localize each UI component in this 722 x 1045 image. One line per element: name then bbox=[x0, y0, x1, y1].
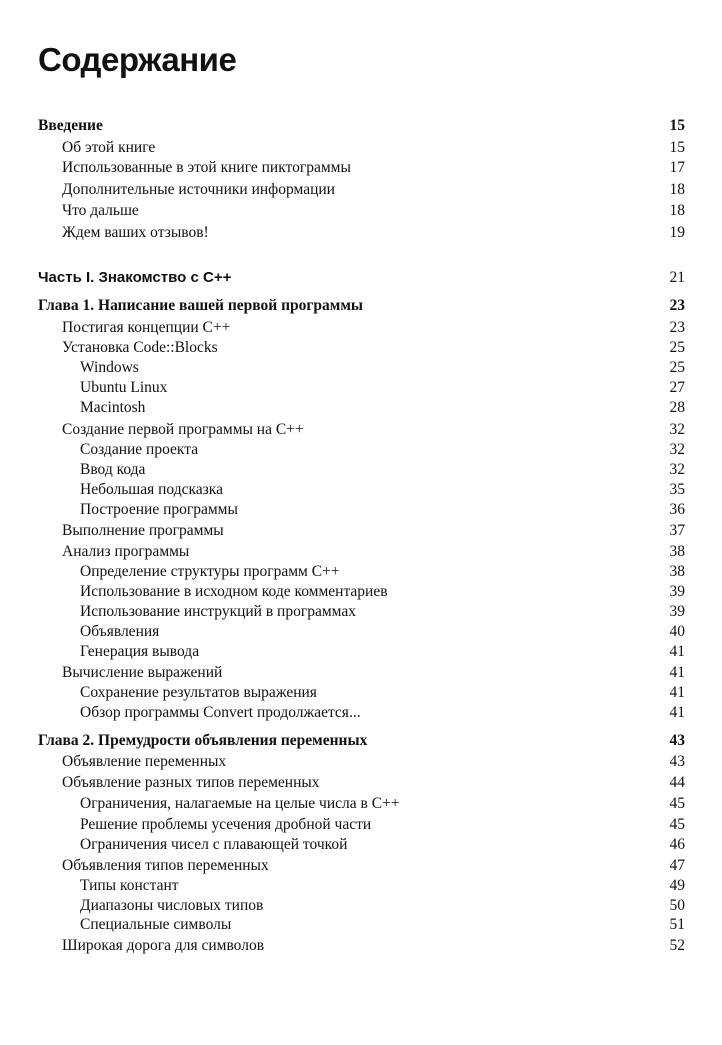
toc-entry bbox=[0, 915, 722, 935]
toc-entry bbox=[0, 622, 722, 642]
toc-entry-title: Постигая концепции C++ bbox=[62, 319, 231, 336]
toc-entry bbox=[0, 582, 722, 602]
toc-entry bbox=[0, 731, 722, 751]
toc-entry-title: Windows bbox=[80, 359, 139, 376]
toc-entry-title: Ввод кода bbox=[80, 461, 146, 478]
toc-entry-page-number: 39 bbox=[669, 583, 685, 600]
toc-entry bbox=[0, 460, 722, 480]
toc-entry bbox=[0, 268, 722, 288]
toc-entry-page-number: 43 bbox=[669, 732, 685, 749]
toc-entry bbox=[0, 794, 722, 814]
toc-entry-page-number: 35 bbox=[669, 481, 685, 498]
toc-entry-page-number: 18 bbox=[669, 181, 685, 198]
toc-entry-page-number: 15 bbox=[669, 139, 685, 156]
toc-entry-title: Обзор программы Convert продолжается... bbox=[80, 704, 361, 721]
toc-entry bbox=[0, 440, 722, 460]
toc-entry-title: Об этой книге bbox=[62, 139, 156, 156]
toc-entry-page-number: 40 bbox=[669, 623, 685, 640]
toc-entry-title: Типы констант bbox=[80, 877, 179, 894]
toc-entry-page-number: 37 bbox=[669, 522, 685, 539]
toc-entry bbox=[0, 602, 722, 622]
toc-entry bbox=[0, 835, 722, 855]
toc-entry-page-number: 44 bbox=[669, 774, 685, 791]
toc-entry bbox=[0, 752, 722, 772]
toc-entry-page-number: 17 bbox=[669, 159, 685, 176]
toc-entry bbox=[0, 663, 722, 683]
toc-entry-page-number: 38 bbox=[669, 543, 685, 560]
toc-entry-page-number: 36 bbox=[669, 501, 685, 518]
toc-entry bbox=[0, 158, 722, 178]
toc-entry-page-number: 23 bbox=[669, 319, 685, 336]
toc-entry bbox=[0, 815, 722, 835]
toc-entry-page-number: 25 bbox=[669, 359, 685, 376]
toc-entry-page-number: 38 bbox=[669, 563, 685, 580]
toc-entry-title: Что дальше bbox=[62, 202, 139, 219]
toc-entry-title: Создание проекта bbox=[80, 441, 199, 458]
toc-entry bbox=[0, 420, 722, 440]
toc-entry-page-number: 51 bbox=[669, 916, 685, 933]
toc-entry-page-number: 41 bbox=[669, 684, 685, 701]
toc-entry bbox=[0, 338, 722, 358]
toc-entry bbox=[0, 521, 722, 541]
toc-entry-title: Использование инструкций в программах bbox=[80, 603, 356, 620]
toc-entry-page-number: 32 bbox=[669, 461, 685, 478]
toc-entry-page-number: 41 bbox=[669, 664, 685, 681]
toc-entry-page-number: 46 bbox=[669, 836, 685, 853]
toc-entry-page-number: 47 bbox=[669, 857, 685, 874]
toc-entry-title: Установка Code::Blocks bbox=[62, 339, 218, 356]
toc-entry-page-number: 15 bbox=[669, 117, 685, 134]
toc-entry-title: Использование в исходном коде комментариев bbox=[80, 583, 388, 600]
toc-entry-title: Дополнительные источники информации bbox=[62, 181, 335, 198]
toc-entry-title: Сохранение результатов выражения bbox=[80, 684, 317, 701]
toc-entry bbox=[0, 542, 722, 562]
toc-entry bbox=[0, 201, 722, 221]
toc-entry-page-number: 39 bbox=[669, 603, 685, 620]
toc-entry bbox=[0, 180, 722, 200]
toc-entry bbox=[0, 398, 722, 418]
toc-entry-title: Использованные в этой книге пиктограммы bbox=[62, 159, 351, 176]
toc-entry-title: Анализ программы bbox=[62, 543, 190, 560]
toc-entry bbox=[0, 562, 722, 582]
toc-entry-page-number: 50 bbox=[669, 897, 685, 914]
toc-entry bbox=[0, 856, 722, 876]
toc-entry-page-number: 27 bbox=[669, 379, 685, 396]
toc-entry-page-number: 43 bbox=[669, 753, 685, 770]
toc-entry bbox=[0, 318, 722, 338]
toc-entry-title: Ждем ваших отзывов! bbox=[62, 224, 209, 241]
toc-entry bbox=[0, 116, 722, 136]
toc-entry bbox=[0, 223, 722, 243]
toc-entry-title: Часть I. Знакомство с C++ bbox=[38, 269, 232, 286]
toc-entry bbox=[0, 296, 722, 316]
toc-entry-title: Вычисление выражений bbox=[62, 664, 223, 681]
toc-entry-title: Глава 2. Премудрости объявления переменных bbox=[38, 732, 368, 749]
toc-entry-page-number: 21 bbox=[669, 269, 685, 286]
toc-entry-page-number: 28 bbox=[669, 399, 685, 416]
toc-entry-title: Объявление разных типов переменных bbox=[62, 774, 320, 791]
toc-entry bbox=[0, 876, 722, 896]
toc-entry-title: Построение программы bbox=[80, 501, 238, 518]
toc-entry-title: Объявления bbox=[80, 623, 160, 640]
toc-entry-title: Определение структуры программ C++ bbox=[80, 563, 340, 580]
toc-entry-page-number: 32 bbox=[669, 441, 685, 458]
toc-entry-title: Macintosh bbox=[80, 399, 146, 416]
toc-entry-title: Специальные символы bbox=[80, 916, 232, 933]
toc-entry-page-number: 32 bbox=[669, 421, 685, 438]
toc-entry bbox=[0, 378, 722, 398]
toc-entry-page-number: 45 bbox=[669, 795, 685, 812]
toc-entry-title: Объявление переменных bbox=[62, 753, 227, 770]
toc-entry bbox=[0, 138, 722, 158]
toc-entry-title: Ограничения, налагаемые на целые числа в C++ bbox=[80, 795, 400, 812]
toc-entry-page-number: 18 bbox=[669, 202, 685, 219]
toc-entry-title: Решение проблемы усечения дробной части bbox=[80, 816, 372, 833]
toc-entry-page-number: 41 bbox=[669, 704, 685, 721]
toc-entry bbox=[0, 773, 722, 793]
toc-entry bbox=[0, 936, 722, 956]
toc-entry-title: Введение bbox=[38, 117, 103, 134]
toc-entry-title: Создание первой программы на C++ bbox=[62, 421, 304, 438]
toc-entry-title: Широкая дорога для символов bbox=[62, 937, 265, 954]
toc-entry-page-number: 45 bbox=[669, 816, 685, 833]
page-title: Содержание bbox=[38, 41, 237, 78]
toc-entry-page-number: 49 bbox=[669, 877, 685, 894]
toc-entry-title: Ubuntu Linux bbox=[80, 379, 168, 396]
toc-entry-title: Диапазоны числовых типов bbox=[80, 897, 264, 914]
toc-entry-page-number: 19 bbox=[669, 224, 685, 241]
toc-entry-page-number: 41 bbox=[669, 643, 685, 660]
toc-entry-title: Глава 1. Написание вашей первой программы bbox=[38, 297, 364, 314]
toc-entry bbox=[0, 480, 722, 500]
toc-entry-page-number: 23 bbox=[669, 297, 685, 314]
toc-entry bbox=[0, 358, 722, 378]
toc-entry bbox=[0, 703, 722, 723]
toc-entry-title: Объявления типов переменных bbox=[62, 857, 269, 874]
toc-entry bbox=[0, 683, 722, 703]
toc-entry bbox=[0, 896, 722, 916]
toc-entry-title: Выполнение программы bbox=[62, 522, 224, 539]
toc-entry-page-number: 52 bbox=[669, 937, 685, 954]
toc-entry bbox=[0, 500, 722, 520]
toc-entry-title: Генерация вывода bbox=[80, 643, 200, 660]
toc-entry-page-number: 25 bbox=[669, 339, 685, 356]
toc-entry bbox=[0, 642, 722, 662]
toc-entry-title: Небольшая подсказка bbox=[80, 481, 223, 498]
toc-entry-title: Ограничения чисел с плавающей точкой bbox=[80, 836, 348, 853]
